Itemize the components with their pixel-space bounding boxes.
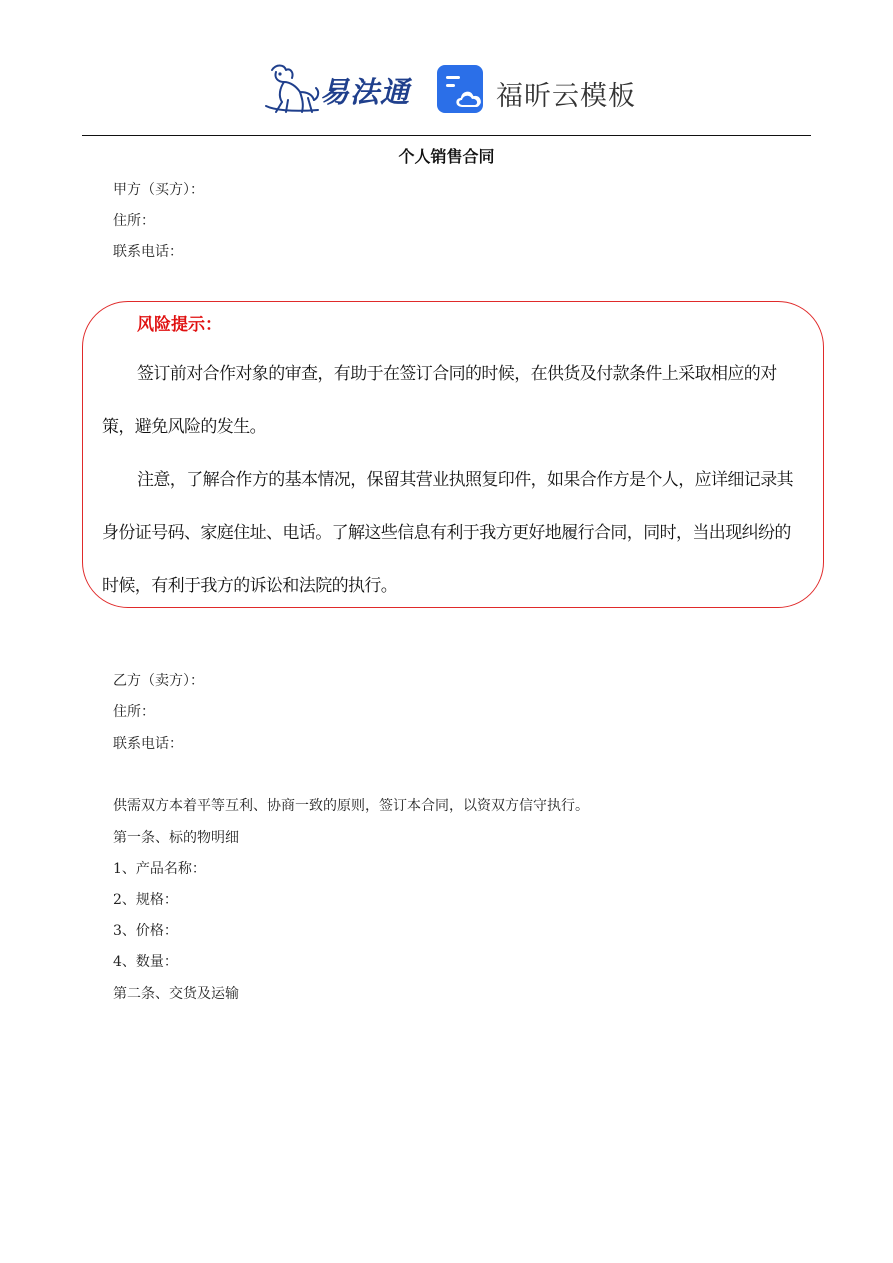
page-header	[0, 58, 893, 120]
party-b-name-label: 乙方（卖方）：	[113, 673, 204, 689]
foxit-cloud-template-logo	[436, 64, 636, 118]
document-cloud-icon	[436, 64, 488, 116]
qilin-icon	[262, 62, 322, 118]
risk-warning-title: 风险提示：	[137, 315, 222, 335]
party-a-phone-label: 联系电话：	[113, 244, 183, 260]
article-1-item: 3、价格：	[113, 923, 178, 939]
party-a-address-label: 住所：	[113, 213, 155, 229]
article-1-heading: 第一条、标的物明细	[113, 830, 239, 846]
header-divider	[82, 135, 811, 136]
party-a-name-label: 甲方（买方）：	[113, 182, 204, 198]
article-1-item: 4、数量：	[113, 954, 178, 970]
party-b-phone-label: 联系电话：	[113, 736, 183, 752]
contract-intro: 供需双方本着平等互利、协商一致的原则，签订本合同，以资双方信守执行。	[113, 798, 589, 814]
yifatong-logo	[262, 62, 412, 118]
article-2-heading: 第二条、交货及运输	[113, 986, 239, 1002]
yifatong-logo-text: 易法通	[320, 75, 411, 109]
risk-warning-paragraph-2: 注意，了解合作方的基本情况，保留其营业执照复印件，如果合作方是个人，应详细记录其身份证号码、家庭住址、电话。了解这些信息有利于我方更好地履行合同，同时，当出现纠纷的时候，有利于我方的诉讼和法院的执行。	[102, 470, 793, 596]
party-b-address-label: 住所：	[113, 704, 155, 720]
article-1-item: 1、产品名称：	[113, 861, 206, 877]
article-1-item: 2、规格：	[113, 892, 178, 908]
foxit-logo-text: 福昕云模板	[496, 81, 636, 112]
risk-warning-paragraph-1: 签订前对合作对象的审查，有助于在签订合同的时候，在供货及付款条件上采取相应的对策，避免风险的发生。	[102, 364, 777, 437]
document-title: 个人销售合同	[398, 147, 495, 166]
